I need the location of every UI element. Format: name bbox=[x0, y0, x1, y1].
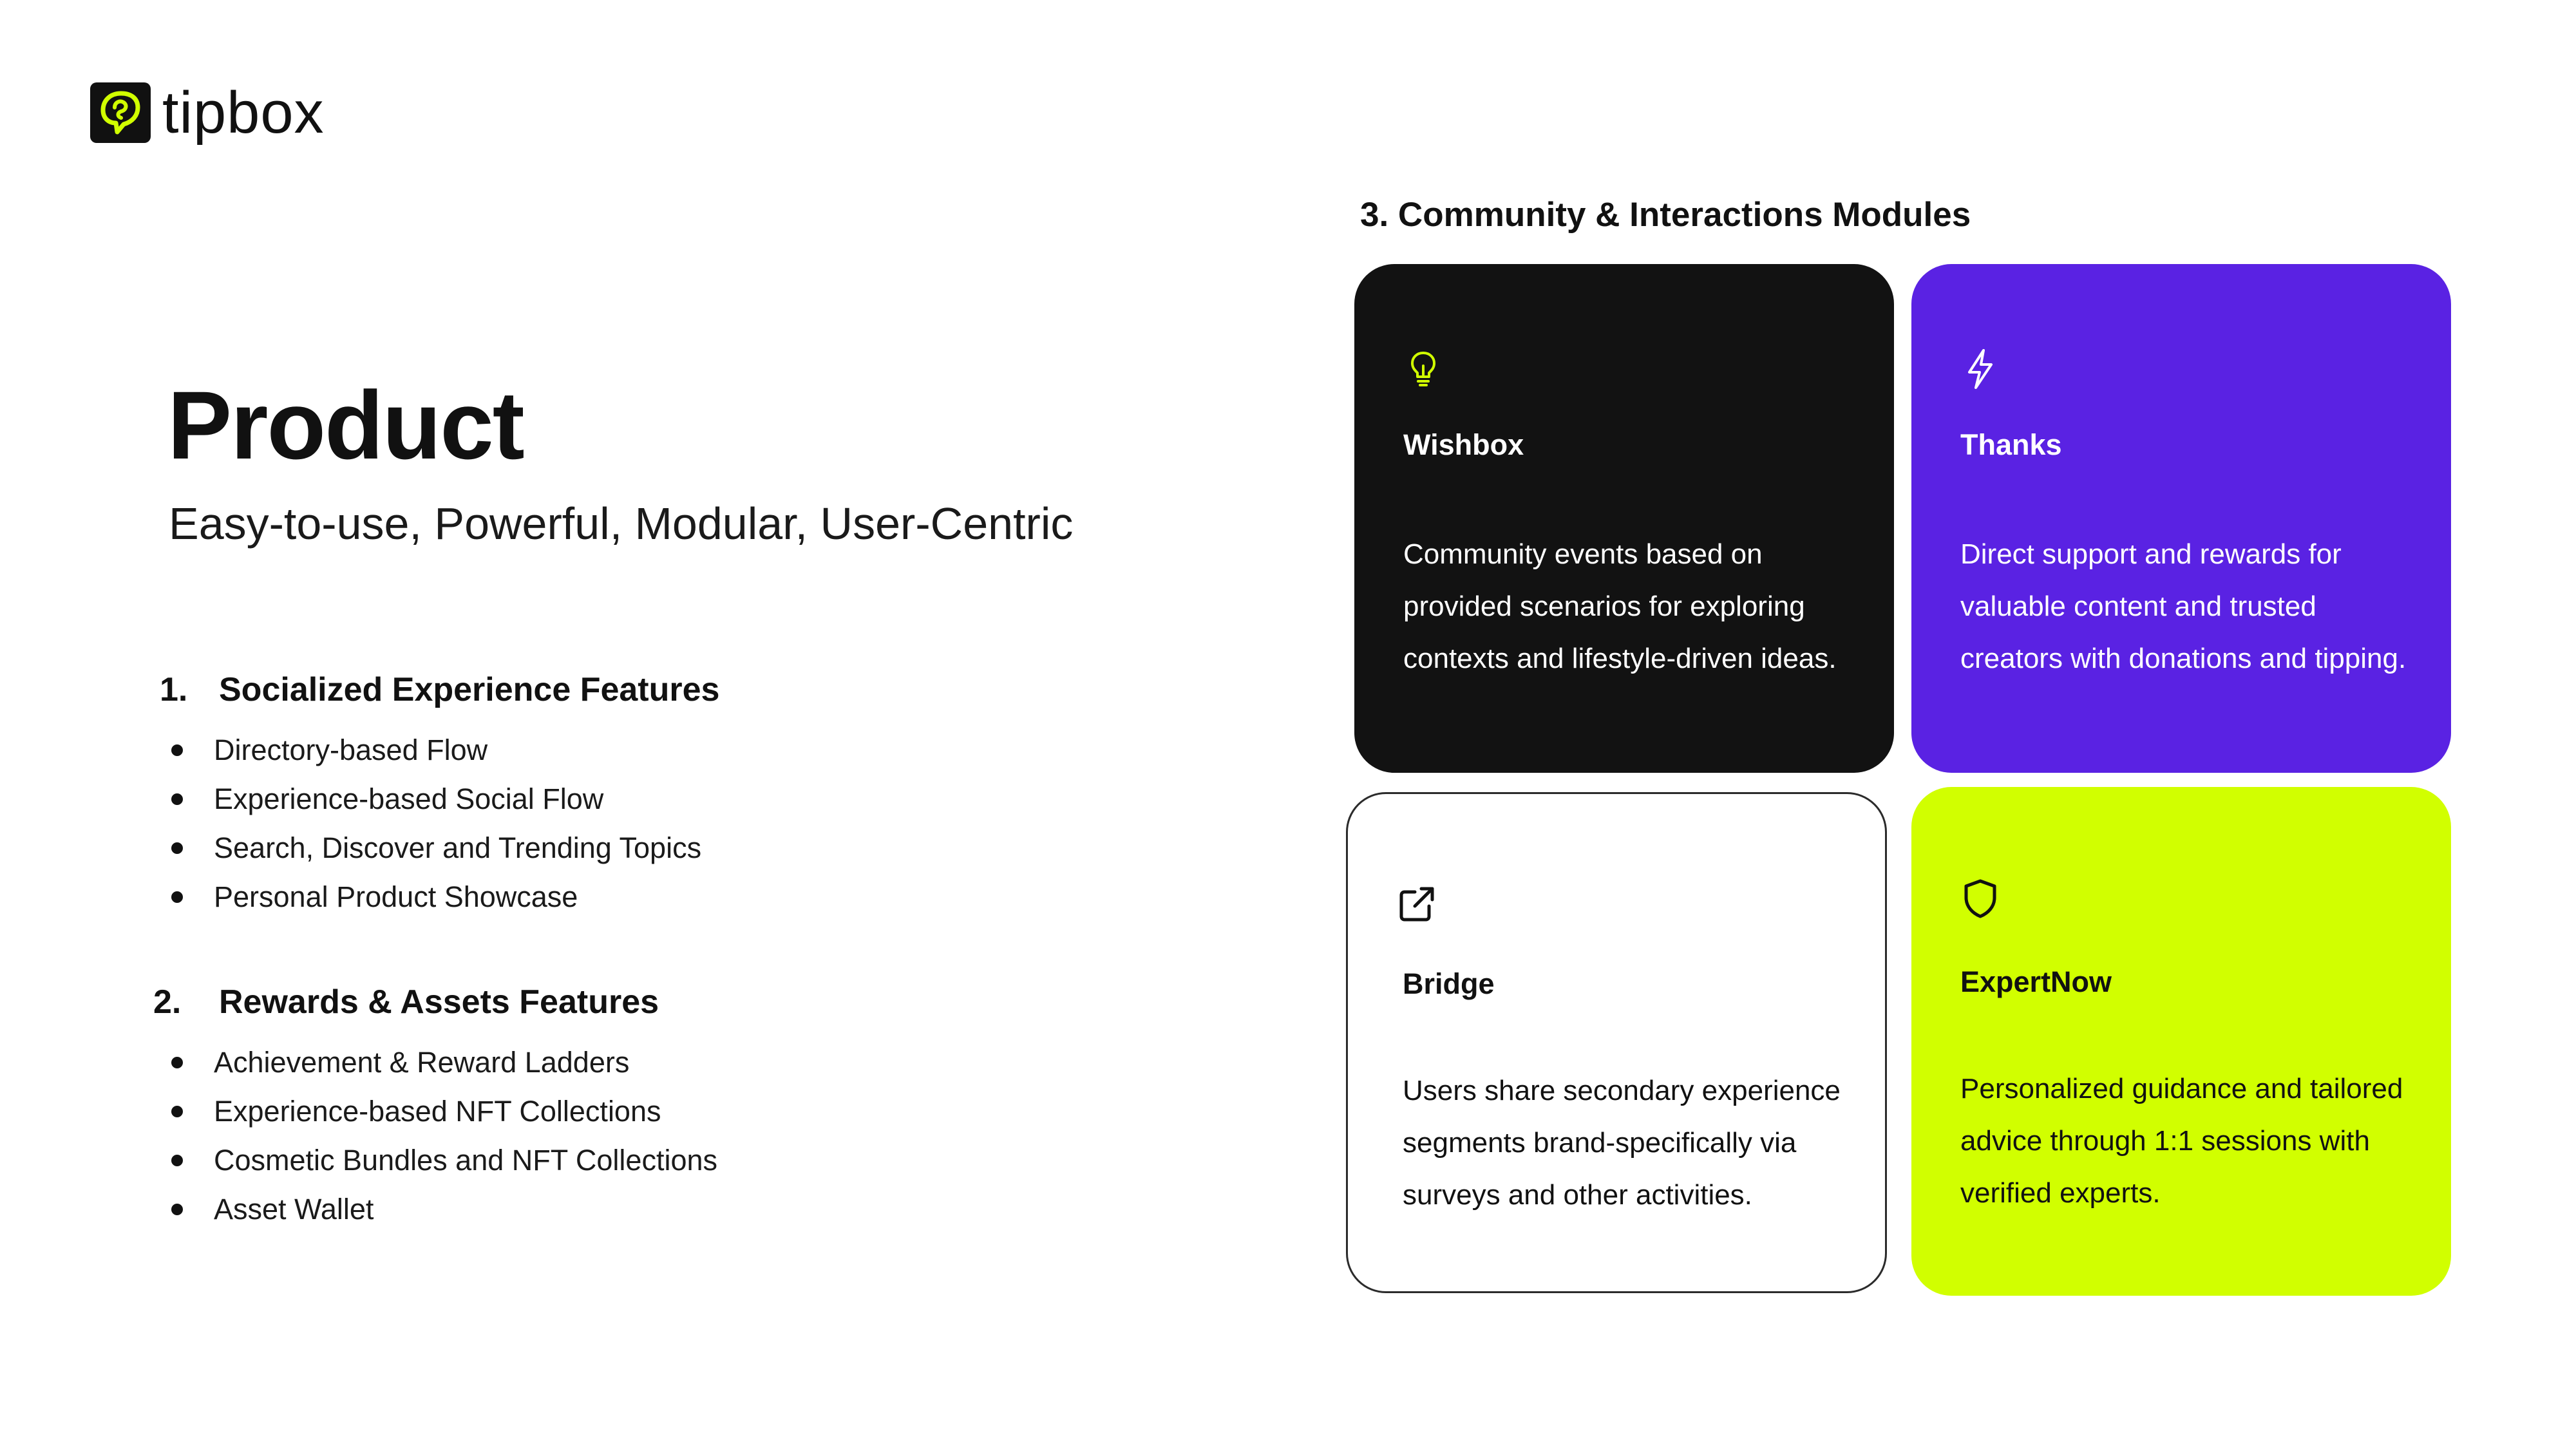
section-socialized-experience bbox=[148, 673, 719, 922]
feature-list bbox=[148, 1038, 717, 1234]
bullet-icon bbox=[171, 1106, 183, 1117]
section-heading bbox=[148, 985, 717, 1019]
module-name: Thanks bbox=[1960, 428, 2062, 461]
shield-icon bbox=[1958, 876, 2003, 921]
list-item-label: Experience-based Social Flow bbox=[214, 782, 604, 815]
list-item-label: Cosmetic Bundles and NFT Collections bbox=[214, 1144, 718, 1177]
module-description: Users share secondary experience segments brand-specifically via surveys and other activities. bbox=[1403, 1075, 1841, 1211]
list-item bbox=[148, 726, 719, 775]
bullet-icon bbox=[171, 744, 183, 756]
module-name: ExpertNow bbox=[1960, 965, 2112, 998]
list-item bbox=[148, 873, 719, 922]
section-number: 1. bbox=[160, 671, 188, 708]
bullet-icon bbox=[171, 1057, 183, 1068]
tipbox-logo-icon bbox=[90, 82, 151, 143]
list-item-label: Search, Discover and Trending Topics bbox=[214, 831, 702, 864]
module-description: Personalized guidance and tailored advice through 1:1 sessions with verified experts. bbox=[1960, 1073, 2403, 1209]
module-name: Bridge bbox=[1403, 967, 1495, 1000]
brand-logo bbox=[90, 80, 325, 146]
section-heading bbox=[148, 673, 719, 706]
list-item-label: Directory-based Flow bbox=[214, 734, 488, 766]
page-title: Product bbox=[167, 371, 524, 479]
lightning-icon bbox=[1958, 346, 2003, 392]
section-title: Socialized Experience Features bbox=[219, 671, 720, 708]
list-item-label: Personal Product Showcase bbox=[214, 880, 578, 913]
list-item bbox=[148, 1087, 717, 1136]
module-card-wishbox bbox=[1354, 264, 1894, 773]
list-item bbox=[148, 824, 719, 873]
module-card-bridge bbox=[1346, 792, 1887, 1293]
module-name: Wishbox bbox=[1403, 428, 1524, 461]
bullet-icon bbox=[171, 1204, 183, 1215]
lightbulb-icon bbox=[1401, 346, 1446, 392]
section-title: Rewards & Assets Features bbox=[219, 983, 659, 1021]
module-card-thanks bbox=[1911, 264, 2451, 773]
bullet-icon bbox=[171, 1155, 183, 1166]
list-item bbox=[148, 1185, 717, 1234]
bullet-icon bbox=[171, 842, 183, 854]
list-item bbox=[148, 1136, 717, 1185]
module-description: Direct support and rewards for valuable content and trusted creators with donations and tipping. bbox=[1960, 538, 2407, 674]
modules-heading: 3. Community & Interactions Modules bbox=[1360, 196, 1971, 234]
bullet-icon bbox=[171, 891, 183, 903]
module-description: Community events based on provided scenarios for exploring contexts and lifestyle-driven ideas. bbox=[1403, 538, 1837, 674]
brand-name: tipbox bbox=[162, 80, 325, 146]
page-subtitle: Easy-to-use, Powerful, Modular, User-Centric bbox=[169, 498, 1074, 549]
feature-list bbox=[148, 726, 719, 922]
list-item bbox=[148, 1038, 717, 1087]
list-item-label: Asset Wallet bbox=[214, 1193, 374, 1226]
external-link-icon bbox=[1394, 882, 1439, 927]
list-item-label: Experience-based NFT Collections bbox=[214, 1095, 661, 1128]
module-card-expertnow bbox=[1911, 787, 2451, 1296]
bullet-icon bbox=[171, 793, 183, 805]
list-item bbox=[148, 775, 719, 824]
list-item-label: Achievement & Reward Ladders bbox=[214, 1046, 630, 1079]
section-rewards-assets bbox=[148, 985, 717, 1234]
section-number: 2. bbox=[153, 983, 182, 1021]
